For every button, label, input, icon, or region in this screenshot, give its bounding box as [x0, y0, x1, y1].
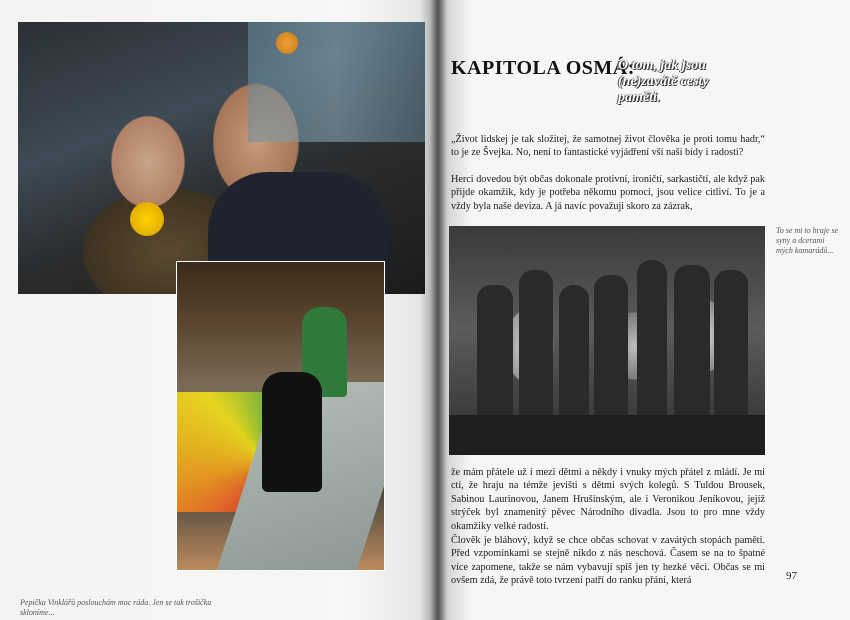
- photo-man-in-black: [262, 372, 322, 492]
- photo-figure: [519, 270, 553, 435]
- left-photo-caption: Pepička Vinklářů poslouchám moc ráda. Jen se tak trošičku skloníme...: [20, 598, 212, 617]
- photo-figure: [674, 265, 710, 435]
- photo-figure: [594, 275, 628, 435]
- microphone-icon: [276, 32, 298, 54]
- body-paragraph: že mám přátele už i mezi dětmi a někdy i vnuky mých přátel z mládí. Je mi ctí, že hraju na témže jevišti s dětmi svých kolegů. S Tuldou Brousek, Sabinou Laurinovou, Janem Hrušínským, ale i Veronikou Jeníkovou, jejíž strýček byl znamenitý pěvec Národního divadla. Jsou to pro mne vždy okamžiky velké radosti.: [451, 467, 765, 532]
- photo-group-cast: [449, 226, 765, 455]
- chapter-subtitle: O tom, jak jsou (ne)zavátě cesty paměti.: [618, 58, 709, 105]
- body-paragraph: Člověk je bláhový, když se chce občas schovat v zavátých stopách paměti. Před vzpomínkami se stejně nikdo z nás neschová. Časem se na to špatné více zapomene, takže se nám vybavují spíš jen ty hezké věci. Občas se mi ovšem zdá, že právě toto tvrzení patří do ranku přání, která: [451, 535, 765, 587]
- photo-figure: [477, 285, 513, 435]
- body-paragraph: Herci dovedou být občas dokonale protivní, ironičtí, sarkastičtí, ale když pak přijde okamžik, kdy je potřeba někomu pomoci, jsou velice citliví. To je a vždy byla naše deviza. A já navíc považuji skoro za zázrak,: [451, 174, 765, 212]
- photo-couple-with-microphones: [18, 22, 425, 294]
- photo-stage-floor: [449, 415, 765, 455]
- right-photo-caption: To se mi to hraje se syny a dcerami mých kamarádů...: [776, 226, 839, 255]
- photo-figure: [637, 260, 667, 435]
- book-gutter: [430, 0, 446, 620]
- photo-figure: [559, 285, 589, 435]
- body-paragraph: „Život lidskej je tak složitej, že samotnej život člověka je proti tomu hadr,“ to je ze Švejka. No, není to fantastické vyjádření vší naší bídy i radosti?: [451, 134, 765, 159]
- page-number: 97: [786, 570, 797, 582]
- photo-playground-slide: [176, 261, 385, 571]
- microphone-icon: [130, 202, 164, 236]
- photo-background-curtain: [248, 22, 425, 142]
- chapter-heading: KAPITOLA OSMÁ:: [451, 57, 635, 79]
- photo-figure: [714, 270, 748, 435]
